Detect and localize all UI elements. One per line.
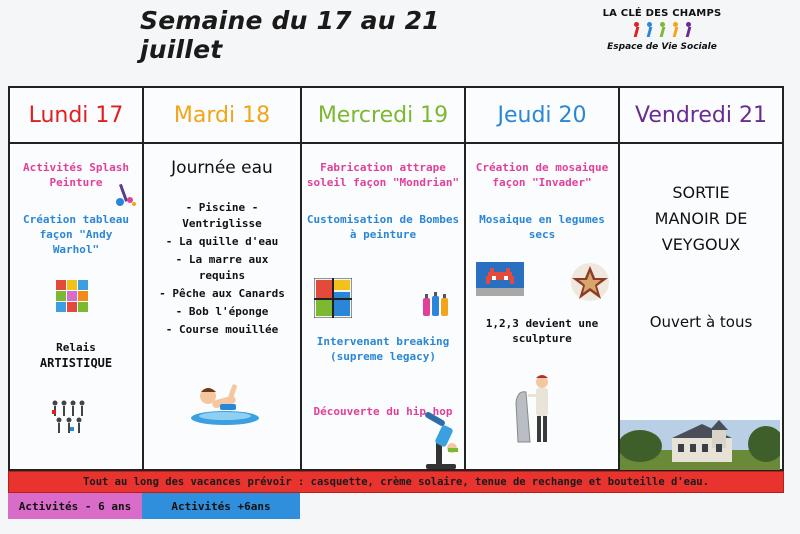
logo [598,8,726,66]
tuesday-item: - Course mouillée [165,323,279,336]
thursday-activity-2: Mosaique en legumes secs [479,213,605,241]
tuesday-item: Ventriglisse [182,217,262,230]
wednesday-activity-2: Customisation de Bombes à peinture [306,213,460,241]
figure-icon [631,22,641,38]
monday-activity-2: Création tableau façon "Andy Warhol" [23,213,129,256]
tuesday-item: - Piscine - [185,201,259,214]
friday-outing: SORTIE MANOIR DE VEYGOUX [654,183,748,254]
star-mosaic-icon [568,262,612,302]
day-header-friday: Vendredi 21 [620,88,782,144]
logo-figures-icon [598,22,726,40]
column-friday [620,88,782,469]
wednesday-activity-3: Intervenant breaking (supreme legacy) [316,335,450,363]
column-monday [10,88,144,469]
warhol-portrait-grid-icon [56,280,88,312]
tuesday-body [144,144,300,469]
swimming-child-icon [190,378,260,426]
mondrian-suncatcher-icon [314,278,352,318]
monday-body [10,144,142,469]
breakdancer-icon [422,412,462,472]
legend-over-6: Activités +6ans [142,493,300,519]
tuesday-item: requins [198,269,246,282]
tuesday-theme: Journée eau [171,158,273,178]
reminder-banner: Tout au long des vacances prévoir : casquette, crème solaire, tenue de rechange et bouteille d'eau. [8,471,784,493]
thursday-activity-3: 1,2,3 devient une sculpture [485,317,599,345]
logo-subtitle: Espace de Vie Sociale [607,42,717,52]
day-header-monday: Lundi 17 [10,88,142,144]
monday-activity-1: Activités Splash Peinture [23,161,129,189]
schedule-table [8,86,784,471]
column-tuesday [144,88,302,469]
thursday-body [466,144,618,469]
sculptor-icon [512,372,556,446]
thursday-activity-1: Création de mosaique façon "Invader" [475,161,609,189]
invader-mosaic-icon [476,262,524,296]
tuesday-item: - La quille d'eau [165,235,279,248]
paint-splash-icon [114,180,140,208]
spray-cans-icon [422,292,450,318]
manor-photo-icon [620,420,780,470]
day-header-wednesday: Mercredi 19 [302,88,464,144]
wednesday-activity-4: Découverte du hip hop [313,405,453,418]
figure-icon [657,22,667,38]
figure-icon [644,22,654,38]
column-wednesday [302,88,466,469]
figure-icon [670,22,680,38]
relay-people-icon [50,398,90,434]
day-header-tuesday: Mardi 18 [144,88,300,144]
column-thursday [466,88,620,469]
tuesday-item: - La marre aux [175,253,269,266]
logo-name: LA CLÉ DES CHAMPS [602,8,722,19]
page-title: Semaine du 17 au 21 juillet [140,6,440,64]
monday-activity-3-line2: ARTISTIQUE [39,356,113,370]
friday-open: Ouvert à tous [649,313,753,331]
tuesday-item: - Pêche aux Canards [159,287,285,300]
wednesday-activity-1: Fabrication attrape soleil façon "Mondrian" [306,161,460,189]
legend-under-6: Activités - 6 ans [8,493,142,519]
wednesday-body [302,144,464,469]
monday-activity-3-line1: Relais [56,341,96,354]
figure-icon [683,22,693,38]
tuesday-item: - Bob l'éponge [175,305,269,318]
friday-body [620,144,782,469]
day-header-thursday: Jeudi 20 [466,88,618,144]
